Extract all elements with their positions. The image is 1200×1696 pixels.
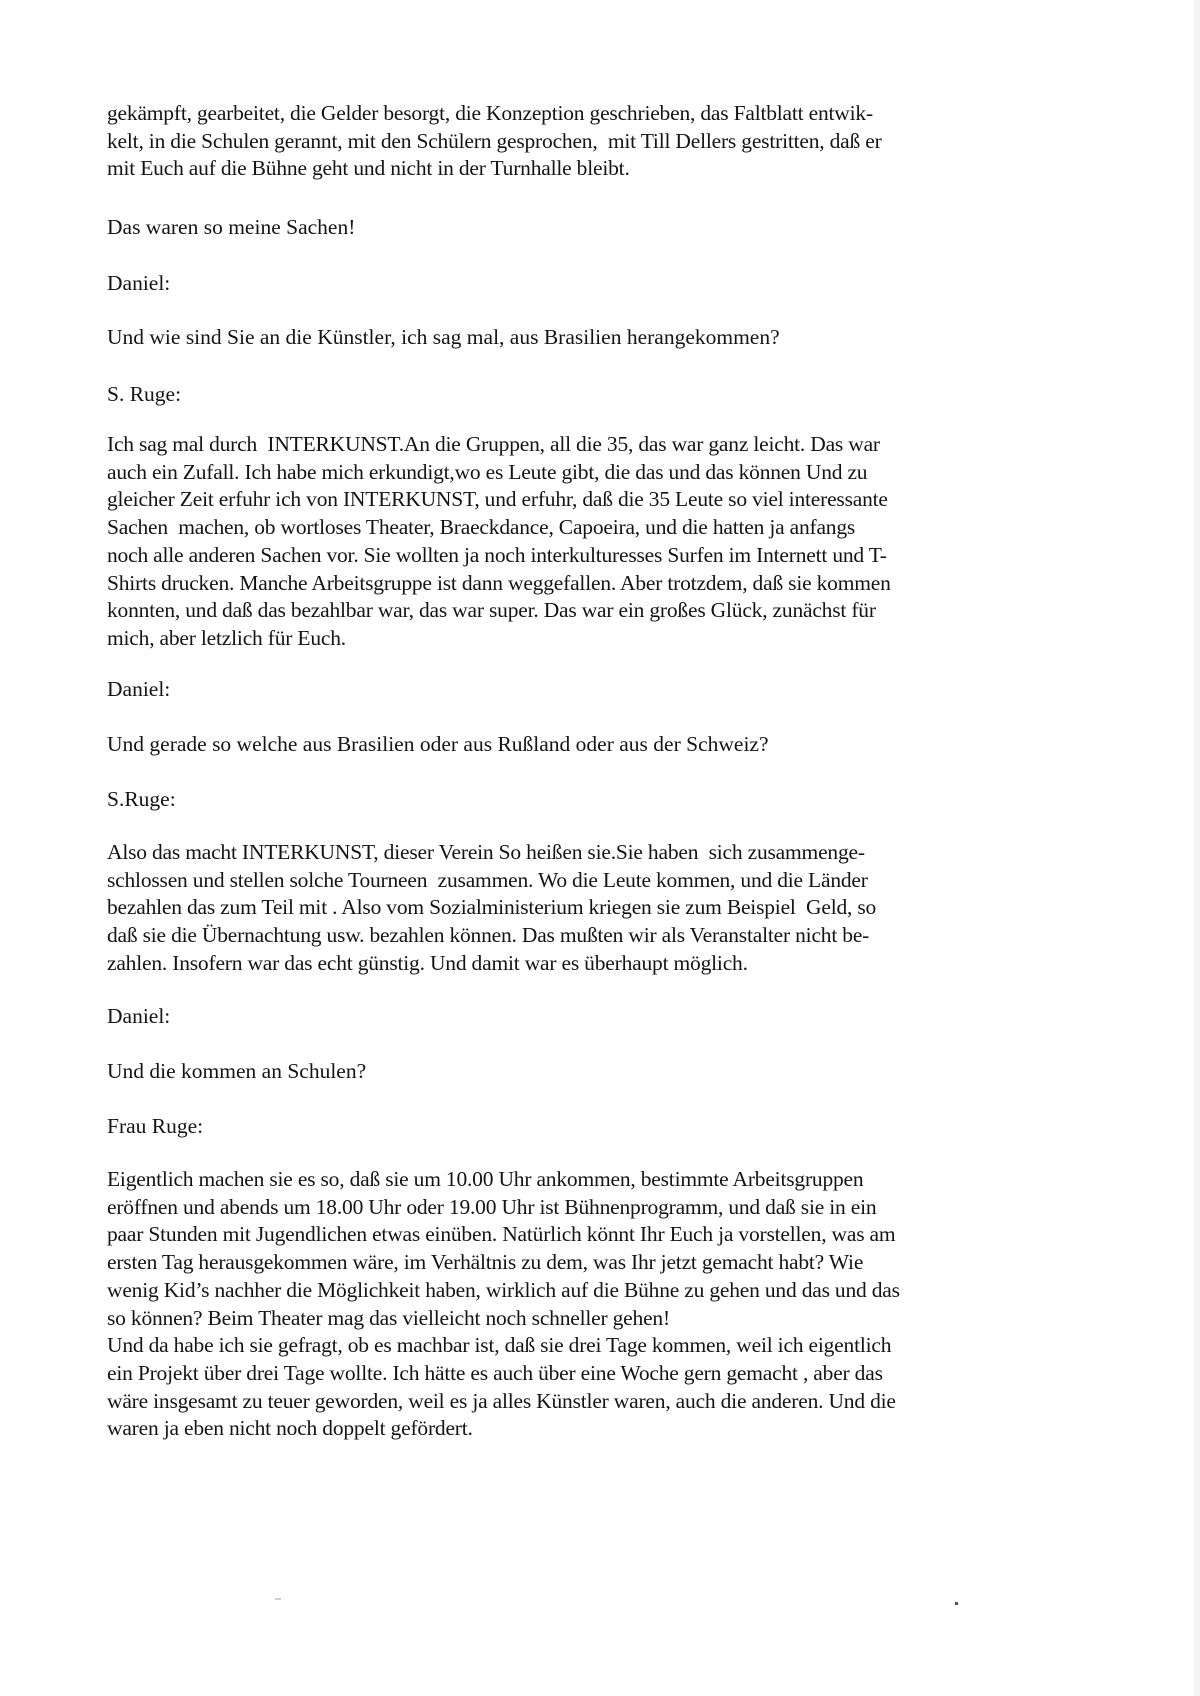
text-line: bezahlen das zum Teil mit . Also vom Sozialministerium kriegen sie zum Beispiel Geld, so [107,895,877,920]
scan-speck [275,1598,281,1600]
question: Und gerade so welche aus Brasilien oder aus Rußland oder aus der Schweiz? [107,732,769,756]
text-line: gekämpft, gearbeitet, die Gelder besorgt, die Konzeption geschrieben, das Faltblatt entwik- [107,101,873,125]
speaker-label: Frau Ruge: [107,1114,204,1138]
text-line: Shirts drucken. Manche Arbeitsgruppe ist dann weggefallen. Aber trotzdem, daß sie kommen [107,570,891,595]
paragraph: Das waren so meine Sachen! [107,215,356,239]
paragraph [107,100,1007,183]
text-line: paar Stunden mit Jugendlichen etwas einüben. Natürlich könnt Ihr Euch ja vorstellen, was am [107,1222,896,1247]
speaker-label: Daniel: [107,1004,171,1028]
text-line: Also das macht INTERKUNST, dieser Verein So heißen sie.Sie haben sich zusammenge- [107,840,865,864]
text-line: auch ein Zufall. Ich habe mich erkundigt,wo es Leute gibt, die das und das können Und zu [107,459,868,484]
scan-speck [955,1602,958,1605]
speaker-label: S.Ruge: [107,787,176,811]
speaker-label: Daniel: [107,677,171,701]
text-line: Eigentlich machen sie es so, daß sie um 10.00 Uhr ankommen, bestimmte Arbeitsgruppen [107,1167,864,1191]
text-line: kelt, in die Schulen gerannt, mit den Schülern gesprochen, mit Till Dellers gestritten, daß er [107,128,882,153]
text-line: schlossen und stellen solche Tourneen zusammen. Wo die Leute kommen, und die Länder [107,867,868,892]
paragraph [107,1166,1007,1443]
text-line: Und da habe ich sie gefragt, ob es machbar ist, daß sie drei Tage kommen, weil ich eigentlich [107,1333,892,1358]
paragraph [107,839,1007,978]
question: Und die kommen an Schulen? [107,1059,367,1083]
paragraph [107,431,1007,653]
text-line: eröffnen und abends um 18.00 Uhr oder 19.00 Uhr ist Bühnenprogramm, und daß sie in ein [107,1194,877,1219]
text-line: wenig Kid’s nachher die Möglichkeit haben, wirklich auf die Bühne zu gehen und das und das [107,1277,900,1302]
text-line: konnten, und daß das bezahlbar war, das war super. Das war ein großes Glück, zunächst für [107,598,876,623]
scan-edge [1194,0,1200,1696]
text-line: wäre insgesamt zu teuer geworden, weil es ja alles Künstler waren, auch die anderen. Und die [107,1388,896,1413]
text-line: Ich sag mal durch INTERKUNST.An die Gruppen, all die 35, das war ganz leicht. Das war [107,432,880,456]
text-line: ersten Tag herausgekommen wäre, im Verhältnis zu dem, was Ihr jetzt gemacht habt? Wie [107,1250,864,1275]
text-line: mich, aber letzlich für Euch. [107,625,346,650]
question: Und wie sind Sie an die Künstler, ich sag mal, aus Brasilien herangekommen? [107,325,780,349]
speaker-label: Daniel: [107,271,171,295]
text-line: waren ja eben nicht noch doppelt gefördert. [107,1416,473,1441]
speaker-label: S. Ruge: [107,382,182,406]
text-line: so können? Beim Theater mag das vielleicht noch schneller gehen! [107,1305,670,1330]
text-line: zahlen. Insofern war das echt günstig. Und damit war es überhaupt möglich. [107,950,748,975]
text-line: gleicher Zeit erfuhr ich von INTERKUNST, und erfuhr, daß die 35 Leute so viel interessante [107,487,888,512]
text-line: daß sie die Übernachtung usw. bezahlen können. Das mußten wir als Veranstalter nicht be- [107,923,870,948]
text-line: Sachen machen, ob wortloses Theater, Braeckdance, Capoeira, und die hatten ja anfangs [107,515,856,540]
text-line: ein Projekt über drei Tage wollte. Ich hätte es auch über eine Woche gern gemacht , aber das [107,1360,883,1385]
text-line: mit Euch auf die Bühne geht und nicht in der Turnhalle bleibt. [107,156,630,181]
text-line: noch alle anderen Sachen vor. Sie wollten ja noch interkulturesses Surfen im Internett und T- [107,542,887,567]
